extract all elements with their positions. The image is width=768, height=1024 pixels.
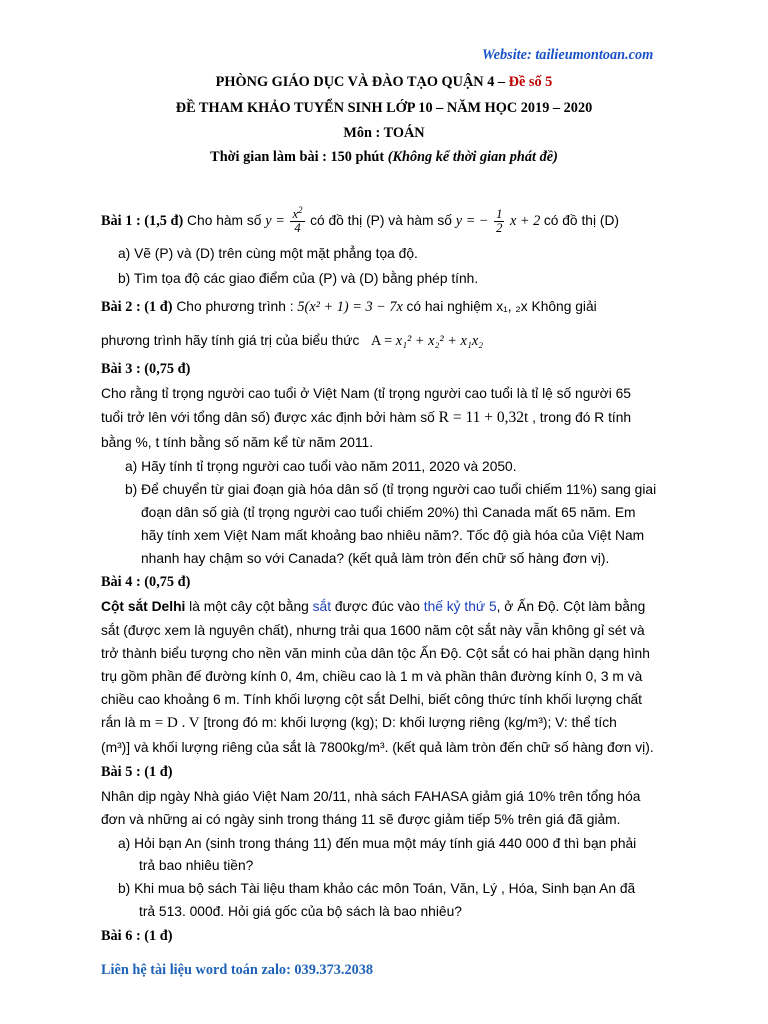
bai4-p1 xyxy=(101,598,645,616)
bai1-text1: Cho hàm số xyxy=(183,212,266,228)
bai3-b4: nhanh hay chậm so với Canada? (kết quả làm tròn đến chữ số hàng đơn vị). xyxy=(141,551,610,566)
bai3-p1: Cho rằng tỉ trọng người cao tuổi ở Việt Nam (tỉ trọng người cao tuổi là tỉ lệ số người 65 xyxy=(101,386,631,401)
bai2-intro xyxy=(101,298,597,316)
bai5-label: Bài 5 : (1 đ) xyxy=(101,764,173,780)
time-note: (Không kể thời gian phát đề) xyxy=(387,149,558,165)
bai5-a1: a) Hỏi bạn An (sinh trong tháng 11) đến mua một máy tính giá 440 000 đ thì bạn phải xyxy=(118,836,637,851)
time-line xyxy=(0,148,768,166)
bai2-label: Bài 2 : (1 đ) xyxy=(101,299,173,315)
bai1-label: Bài 1 : (1,5 đ) xyxy=(101,212,184,229)
bai6-label: Bài 6 : (1 đ) xyxy=(101,928,173,944)
footer-contact: Liên hệ tài liệu word toán zalo: 039.373.2038 xyxy=(101,962,374,978)
bai4-p3: trở thành biểu tượng cho nền văn minh của dân tộc Ấn Độ. Cột sắt có hai phần dạng hình xyxy=(101,646,650,661)
exam-title: ĐỀ THAM KHẢO TUYỂN SINH LỚP 10 – NĂM HỌC 2019 – 2020 xyxy=(175,100,593,116)
mass-formula: m = D . V xyxy=(139,715,200,731)
f1-sup: 2 xyxy=(298,204,303,215)
bai3-b2: đoạn dân số già (tỉ trọng người cao tuổi chiếm 20%) thì Canada mất 65 năm. Em xyxy=(141,505,636,520)
bai2-text1: Cho phương trình : xyxy=(172,299,298,314)
subject: Môn : TOÁN xyxy=(343,125,425,141)
bai4-p6b: [trong đó m: khối lượng (kg); D: khối lượng riêng (kg/m³); V: thể tích xyxy=(199,715,617,730)
bai2-equation: 5(x² + 1) = 3 − 7x xyxy=(297,299,403,315)
f2-fraction xyxy=(494,208,504,235)
office-name: PHÒNG GIÁO DỤC VÀ ĐÀO TẠO QUẬN 4 – xyxy=(215,74,509,90)
bai3-p3: bằng %, t tính bằng số năm kể từ năm 2011. xyxy=(101,435,374,450)
bai4-p5: chiều cao khoảng 6 m. Tính khối lượng cột sắt Delhi, biết công thức tính khối lượng chất xyxy=(101,692,643,707)
bai1-text2: có đồ thị (P) và hàm số xyxy=(310,212,456,228)
f2-rhs: x + 2 xyxy=(509,212,541,229)
f1-num: x xyxy=(292,207,298,221)
bai3-equation: R = 11 + 0,32t xyxy=(438,409,529,426)
link-5th-century[interactable]: thế kỷ thứ 5 xyxy=(423,599,497,614)
bai3-p2a: tuổi trở lên với tổng dân số) được xác định bởi hàm số xyxy=(101,410,439,425)
bai3-p2 xyxy=(101,409,631,427)
bai4-p6 xyxy=(101,714,617,732)
f1-den: 4 xyxy=(294,221,301,235)
expr: x₁² + x₂² + x₁x₂ xyxy=(395,333,484,349)
delhi-pillar: Cột sắt Delhi xyxy=(101,599,186,614)
time-label: Thời gian làm bài : 150 phút xyxy=(210,149,388,165)
bai3-p2b: , trong đó R tính xyxy=(528,410,632,425)
bai4-p6a: rắn là xyxy=(101,715,140,730)
link-iron[interactable]: sắt xyxy=(312,599,332,614)
bai4-p1b: được đúc vào xyxy=(331,599,424,614)
bai4-p7: (m³)] và khối lượng riêng của sắt là 7800kg/m³. (kết quả làm tròn đến chữ số hàng đơn vị). xyxy=(101,740,654,755)
office-heading xyxy=(0,73,768,91)
f1-lhs: y = xyxy=(265,212,285,229)
bai4-p2: sắt (được xem là nguyên chất), nhưng trải qua 1600 năm cột sắt này vẫn không gỉ sét và xyxy=(101,623,645,638)
bai1-intro xyxy=(101,204,620,235)
bai1-text3: có đồ thị (D) xyxy=(543,212,620,228)
bai5-a2: trả bao nhiêu tiền? xyxy=(139,858,254,873)
exam-number: Đề số 5 xyxy=(508,74,553,90)
bai4-p1a: là một cây cột bằng xyxy=(185,599,313,614)
bai1-b: b) Tìm tọa độ các giao điểm của (P) và (D) bằng phép tính. xyxy=(118,271,479,286)
bai3-a: a) Hãy tính tỉ trọng người cao tuổi vào năm 2011, 2020 và 2050. xyxy=(125,459,517,474)
bai5-p1: Nhân dịp ngày Nhà giáo Việt Nam 20/11, nhà sách FAHASA giảm giá 10% trên tổng hóa xyxy=(101,789,641,804)
bai3-b1: b) Để chuyển từ giai đoạn già hóa dân số (tỉ trọng người cao tuổi chiếm 11%) sang giai xyxy=(125,482,657,497)
bai4-p1c: , ở Ấn Độ. Cột làm bằng xyxy=(496,599,646,614)
bai3-b3: hãy tính xem Việt Nam mất khoảng bao nhiêu năm?. Tốc độ già hóa của Việt Nam xyxy=(141,528,645,543)
bai2-line2 xyxy=(101,332,483,350)
bai2-question: phương trình hãy tính giá trị của biểu thức xyxy=(101,333,360,348)
f2-den: 2 xyxy=(496,221,503,235)
website-link[interactable]: Website: tailieumontoan.com xyxy=(482,47,654,63)
bai1-a: a) Vẽ (P) và (D) trên cùng một mặt phẳng tọa độ. xyxy=(118,246,418,261)
bai3-label: Bài 3 : (0,75 đ) xyxy=(101,361,191,377)
bai4-label: Bài 4 : (0,75 đ) xyxy=(101,574,191,590)
bai4-p4: trụ gồm phần đế đường kính 0, 4m, chiều cao là 1 m và phần thân đường kính 0, 3 m và xyxy=(101,669,643,684)
expr-lhs: A = xyxy=(370,333,396,349)
bai5-b2: trả 513. 000đ. Hỏi giá gốc của bộ sách là bao nhiêu? xyxy=(139,904,462,919)
bai5-b1: b) Khi mua bộ sách Tài liệu tham khảo các môn Toán, Văn, Lý , Hóa, Sinh bạn An đã xyxy=(118,881,636,896)
f1-fraction xyxy=(290,204,304,235)
f2-lhs: y = − xyxy=(455,212,489,229)
f2-num: 1 xyxy=(496,207,503,221)
bai5-p2: đơn và những ai có ngày sinh trong tháng 11 sẽ được giảm tiếp 5% trên giá đã giảm. xyxy=(101,812,621,827)
bai2-text2: có hai nghiệm x₁, ₂x Không giải xyxy=(406,299,597,314)
